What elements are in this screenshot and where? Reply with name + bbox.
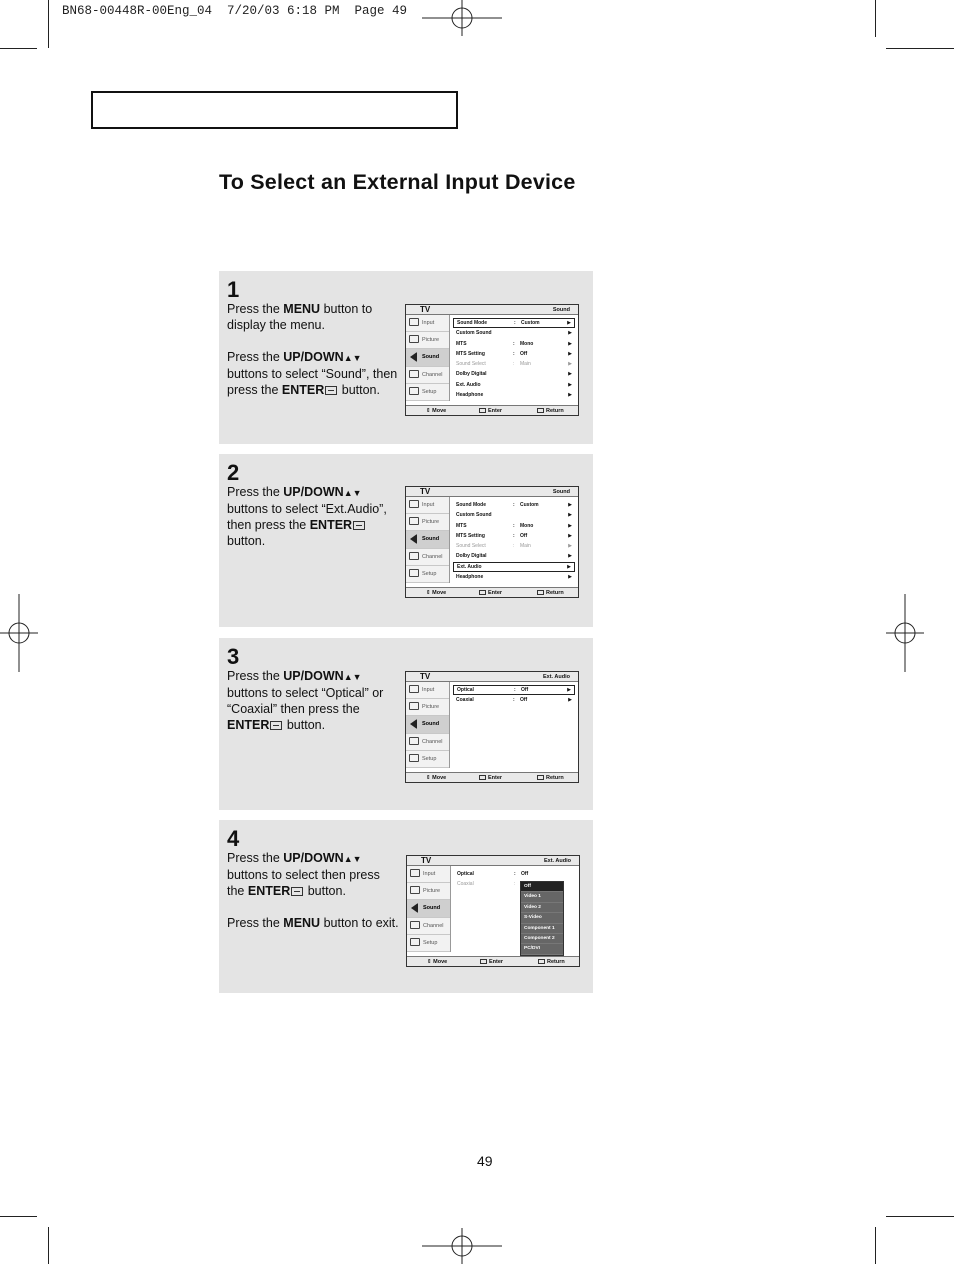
sidebar-label: Channel (422, 371, 443, 378)
arrow-right-icon: ▶ (568, 574, 572, 581)
menu-row-sound-mode (453, 318, 575, 328)
sidebar-label: Input (422, 687, 435, 693)
row-value: Custom (521, 320, 540, 326)
instruction-paragraph (227, 301, 399, 333)
row-value: Mono (520, 340, 534, 347)
step-2-panel (219, 454, 593, 627)
footer-return (537, 773, 564, 783)
menu-row-mts-setting (453, 531, 575, 541)
registration-mark-icon (422, 0, 502, 36)
tv-menu-screen (405, 486, 579, 598)
footer-label: Return (546, 775, 564, 781)
row-label: Dolby Digital (456, 553, 487, 560)
step-instructions (227, 301, 399, 414)
menu-row-coaxial (453, 695, 575, 705)
arrow-right-icon: ▶ (568, 392, 572, 399)
arrow-right-icon: ▶ (568, 543, 572, 550)
text: button. (283, 718, 326, 732)
sidebar-item-picture (406, 332, 449, 349)
enter-key-icon (353, 521, 365, 530)
input-icon (409, 500, 419, 508)
return-icon (537, 590, 544, 595)
sidebar-item-setup (406, 751, 449, 768)
key-name: ENTER (247, 884, 291, 898)
text: Press the (227, 851, 284, 865)
screen-footer (407, 956, 579, 966)
text: Press the (227, 302, 284, 316)
row-label: Headphone (456, 392, 484, 399)
enter-key-icon (325, 386, 337, 395)
enter-icon (479, 775, 486, 780)
antenna-icon (409, 552, 419, 560)
crop-mark (0, 48, 37, 49)
menu-row-headphone (453, 572, 575, 582)
row-colon: : (513, 532, 515, 539)
text: button. (304, 884, 346, 898)
sidebar-label: Picture (422, 519, 440, 526)
screen-footer (406, 772, 578, 782)
key-name: ENTER (281, 383, 325, 397)
menu-row-dolby-digital (453, 551, 575, 561)
screen-menu-list (453, 685, 575, 706)
speaker-icon (410, 719, 417, 729)
key-name: MENU (283, 916, 321, 930)
sidebar-item-sound (406, 531, 449, 548)
updown-arrows-icon: ▲▼ (343, 488, 362, 498)
sidebar-item-picture (406, 699, 449, 716)
row-label: Sound Select (456, 543, 486, 550)
sidebar-label: Channel (423, 922, 444, 929)
key-name: ENTER (309, 518, 353, 532)
step-instructions (227, 484, 399, 565)
sidebar-label: Channel (422, 738, 443, 745)
instruction-paragraph (227, 484, 399, 549)
sidebar-label: Setup (422, 570, 437, 577)
screen-tv-label: TV (420, 672, 431, 681)
return-icon (537, 408, 544, 413)
step-number: 3 (227, 644, 240, 669)
row-colon: : (514, 687, 516, 693)
crop-mark (48, 0, 49, 48)
screen-tv-label: TV (421, 856, 432, 865)
sidebar-label: Setup (423, 939, 438, 946)
sidebar-item-input (406, 682, 449, 699)
key-name: ENTER (227, 718, 270, 732)
row-label: Dolby Digital (456, 371, 487, 378)
print-header-line: BN68-00448R-00Eng_04 7/20/03 6:18 PM Page 49 (62, 4, 408, 18)
menu-row-sound-select (453, 359, 575, 369)
text: buttons to select “Sound”, then press the (227, 367, 398, 397)
text: buttons to select then press the (227, 868, 380, 898)
screen-tv-label: TV (420, 487, 431, 496)
source-dropdown-list (520, 881, 564, 956)
input-icon (410, 869, 420, 877)
registration-mark-icon (422, 1228, 502, 1264)
row-value: Off (521, 871, 529, 877)
crop-mark (875, 1227, 876, 1264)
text: Press the (227, 669, 284, 683)
key-name: UP/DOWN (283, 669, 344, 683)
key-name: UP/DOWN (283, 350, 344, 364)
key-name: MENU (283, 302, 321, 316)
footer-label: Move (433, 959, 448, 965)
arrow-right-icon: ▶ (567, 320, 571, 326)
menu-row-mts (453, 521, 575, 531)
text: button to exit. (320, 916, 399, 930)
enter-key-icon (291, 887, 303, 896)
arrow-right-icon: ▶ (568, 553, 572, 560)
screen-menu-title: Ext. Audio (543, 674, 570, 680)
picture-icon (409, 335, 419, 343)
row-colon: : (513, 502, 515, 508)
picture-icon (409, 517, 419, 525)
input-icon (409, 318, 419, 326)
menu-row-ext-audio (453, 380, 575, 390)
enter-icon (480, 959, 487, 964)
instruction-paragraph (227, 668, 399, 733)
sidebar-label: Channel (422, 553, 443, 560)
arrow-right-icon: ▶ (568, 697, 572, 704)
input-icon (409, 685, 419, 693)
sidebar-item-channel (407, 918, 450, 935)
screen-sidebar (406, 682, 450, 768)
row-value: Mono (520, 522, 534, 529)
arrow-right-icon: ▶ (568, 502, 572, 508)
sidebar-label: Setup (422, 388, 437, 395)
screen-menu-list (453, 500, 575, 582)
sidebar-label: Input (422, 502, 435, 508)
page-number: 49 (477, 1153, 493, 1169)
footer-return (537, 588, 564, 598)
row-colon: : (513, 522, 515, 529)
sidebar-label: Sound (422, 721, 440, 728)
dropdown-option: Video 1 (521, 892, 563, 902)
menu-row-sound-select (453, 541, 575, 551)
footer-enter (479, 406, 502, 416)
footer-move (426, 588, 446, 598)
menu-row-mts (453, 339, 575, 349)
arrow-right-icon: ▶ (568, 350, 572, 357)
sidebar-label: Picture (423, 888, 441, 895)
instruction-paragraph (227, 850, 399, 899)
row-value: Main (520, 543, 531, 550)
row-colon: : (513, 350, 515, 357)
speaker-icon (411, 903, 418, 913)
sidebar-label: Setup (422, 755, 437, 762)
antenna-icon (410, 921, 420, 929)
row-colon: : (513, 543, 515, 550)
arrow-right-icon: ▶ (567, 563, 571, 570)
crop-mark (875, 0, 876, 37)
footer-return (537, 406, 564, 416)
row-label: Optical (457, 687, 474, 693)
screen-sidebar (407, 866, 451, 952)
sidebar-item-setup (406, 566, 449, 583)
screen-title-bar (406, 305, 578, 315)
speaker-icon (410, 534, 417, 544)
footer-return (538, 957, 565, 967)
crop-mark (886, 1216, 954, 1217)
key-name: UP/DOWN (283, 485, 344, 499)
step-4-panel (219, 820, 593, 993)
enter-icon (479, 408, 486, 413)
enter-key-icon (270, 721, 282, 730)
screen-title-bar (407, 856, 579, 866)
screen-title-bar (406, 672, 578, 682)
key-name: UP/DOWN (283, 851, 344, 865)
row-value: Main (520, 361, 531, 368)
instruction-paragraph (227, 349, 399, 398)
arrow-right-icon: ▶ (568, 361, 572, 368)
row-label: Coaxial (456, 697, 474, 704)
footer-label: Enter (488, 775, 503, 781)
enter-icon (479, 590, 486, 595)
row-label: Headphone (456, 574, 484, 581)
sidebar-label: Sound (423, 905, 441, 912)
step-number: 4 (227, 826, 240, 851)
updown-icon: ⇕ (426, 408, 431, 414)
screen-menu-title: Ext. Audio (544, 858, 571, 864)
screen-sidebar (406, 497, 450, 583)
crop-mark (886, 48, 954, 49)
row-label: Custom Sound (456, 330, 492, 337)
setup-icon (409, 387, 419, 395)
menu-row-custom-sound (453, 510, 575, 520)
arrow-right-icon: ▶ (568, 532, 572, 539)
updown-arrows-icon: ▲▼ (343, 353, 362, 363)
speaker-icon (410, 352, 417, 362)
footer-move (426, 406, 446, 416)
footer-label: Move (432, 590, 447, 596)
sidebar-label: Input (422, 320, 435, 326)
text: buttons to select “Optical” or “Coaxial” then press the (227, 686, 384, 716)
page-title: To Select an External Input Device (219, 170, 576, 194)
row-colon: : (514, 881, 516, 888)
footer-label: Return (546, 408, 564, 414)
step-number: 2 (227, 460, 240, 485)
row-label: Sound Mode (456, 502, 486, 508)
menu-row-optical (453, 685, 575, 695)
row-label: MTS (456, 340, 467, 347)
dropdown-option: PC/DVI (521, 944, 563, 954)
updown-icon: ⇕ (427, 959, 432, 965)
arrow-right-icon: ▶ (568, 330, 572, 337)
row-label: Sound Select (456, 361, 486, 368)
crop-mark (48, 1227, 49, 1264)
registration-mark-icon (0, 594, 38, 672)
footer-move (426, 773, 446, 783)
sidebar-item-channel (406, 734, 449, 751)
chapter-title-box (91, 91, 458, 129)
arrow-right-icon: ▶ (568, 340, 572, 347)
instruction-paragraph (227, 915, 399, 931)
screen-menu-list (453, 318, 575, 400)
text: button to display the menu. (227, 302, 373, 332)
setup-icon (410, 938, 420, 946)
sidebar-item-setup (406, 384, 449, 401)
tv-menu-screen (405, 671, 579, 783)
registration-mark-icon (886, 594, 924, 672)
setup-icon (409, 754, 419, 762)
screen-menu-title: Sound (552, 489, 570, 495)
menu-row-optical (454, 869, 576, 879)
antenna-icon (409, 737, 419, 745)
sidebar-item-sound (407, 900, 450, 917)
step-instructions (227, 668, 399, 749)
sidebar-item-input (406, 315, 449, 332)
row-colon: : (514, 871, 516, 877)
dropdown-option: S-Video (521, 913, 563, 923)
screen-footer (406, 587, 578, 597)
row-label: Ext. Audio (457, 563, 482, 570)
antenna-icon (409, 370, 419, 378)
step-number: 1 (227, 277, 240, 302)
setup-icon (409, 569, 419, 577)
sidebar-label: Picture (422, 704, 440, 711)
row-value: Off (520, 532, 528, 539)
updown-icon: ⇕ (426, 775, 431, 781)
text: Press the (227, 350, 284, 364)
sidebar-item-sound (406, 716, 449, 733)
sidebar-item-input (407, 866, 450, 883)
return-icon (537, 775, 544, 780)
footer-enter (479, 773, 502, 783)
sidebar-item-channel (406, 549, 449, 566)
menu-row-headphone (453, 390, 575, 400)
dropdown-option: Off (521, 882, 563, 892)
screen-sidebar (406, 315, 450, 401)
tv-menu-screen (406, 855, 580, 967)
screen-tv-label: TV (420, 305, 431, 314)
updown-icon: ⇕ (426, 590, 431, 596)
updown-arrows-icon: ▲▼ (343, 854, 362, 864)
arrow-right-icon: ▶ (568, 512, 572, 519)
sidebar-item-sound (406, 349, 449, 366)
row-value: Off (520, 697, 528, 704)
menu-row-mts-setting (453, 349, 575, 359)
picture-icon (409, 702, 419, 710)
step-1-panel (219, 271, 593, 444)
sidebar-label: Input (423, 871, 436, 877)
footer-label: Move (432, 775, 447, 781)
dropdown-option: Component 1 (521, 924, 563, 934)
screen-menu-title: Sound (552, 307, 570, 313)
menu-row-ext-audio (453, 562, 575, 572)
sidebar-label: Picture (422, 337, 440, 344)
row-label: Optical (457, 871, 474, 877)
footer-label: Enter (488, 408, 503, 414)
row-colon: : (513, 697, 515, 704)
footer-label: Return (546, 590, 564, 596)
arrow-right-icon: ▶ (567, 687, 571, 693)
menu-row-custom-sound (453, 328, 575, 338)
return-icon (538, 959, 545, 964)
arrow-right-icon: ▶ (568, 522, 572, 529)
arrow-right-icon: ▶ (568, 381, 572, 388)
picture-icon (410, 886, 420, 894)
sidebar-item-setup (407, 935, 450, 952)
footer-enter (480, 957, 503, 967)
menu-row-sound-mode (453, 500, 575, 510)
screen-footer (406, 405, 578, 415)
step-3-panel (219, 638, 593, 810)
arrow-right-icon: ▶ (568, 371, 572, 378)
footer-label: Return (547, 959, 565, 965)
row-label: Custom Sound (456, 512, 492, 519)
text: Press the (227, 916, 284, 930)
row-label: Coaxial (457, 881, 474, 888)
row-colon: : (513, 340, 515, 347)
text: button. (338, 383, 380, 397)
sidebar-item-channel (406, 367, 449, 384)
footer-move (427, 957, 447, 967)
updown-arrows-icon: ▲▼ (343, 672, 362, 682)
sidebar-label: Sound (422, 354, 440, 361)
footer-enter (479, 588, 502, 598)
row-label: Sound Mode (457, 320, 487, 326)
footer-label: Enter (488, 590, 503, 596)
menu-row-dolby-digital (453, 369, 575, 379)
sidebar-item-picture (406, 514, 449, 531)
row-value: Off (521, 687, 529, 693)
sidebar-item-picture (407, 883, 450, 900)
sidebar-label: Sound (422, 536, 440, 543)
dropdown-option: Component 2 (521, 934, 563, 944)
row-label: MTS Setting (456, 532, 485, 539)
text: Press the (227, 485, 284, 499)
text: buttons to select “Ext.Audio”, then press the (227, 502, 387, 532)
footer-label: Move (432, 408, 447, 414)
step-instructions (227, 850, 399, 947)
row-colon: : (513, 361, 515, 368)
row-value: Off (520, 350, 528, 357)
row-label: MTS (456, 522, 467, 529)
row-colon: : (514, 320, 516, 326)
row-label: MTS Setting (456, 350, 485, 357)
dropdown-option: Video 2 (521, 903, 563, 913)
tv-menu-screen (405, 304, 579, 416)
sidebar-item-input (406, 497, 449, 514)
row-value: Custom (520, 502, 539, 508)
crop-mark (0, 1216, 37, 1217)
row-label: Ext. Audio (456, 381, 481, 388)
footer-label: Enter (489, 959, 504, 965)
screen-title-bar (406, 487, 578, 497)
text: button. (227, 534, 266, 548)
